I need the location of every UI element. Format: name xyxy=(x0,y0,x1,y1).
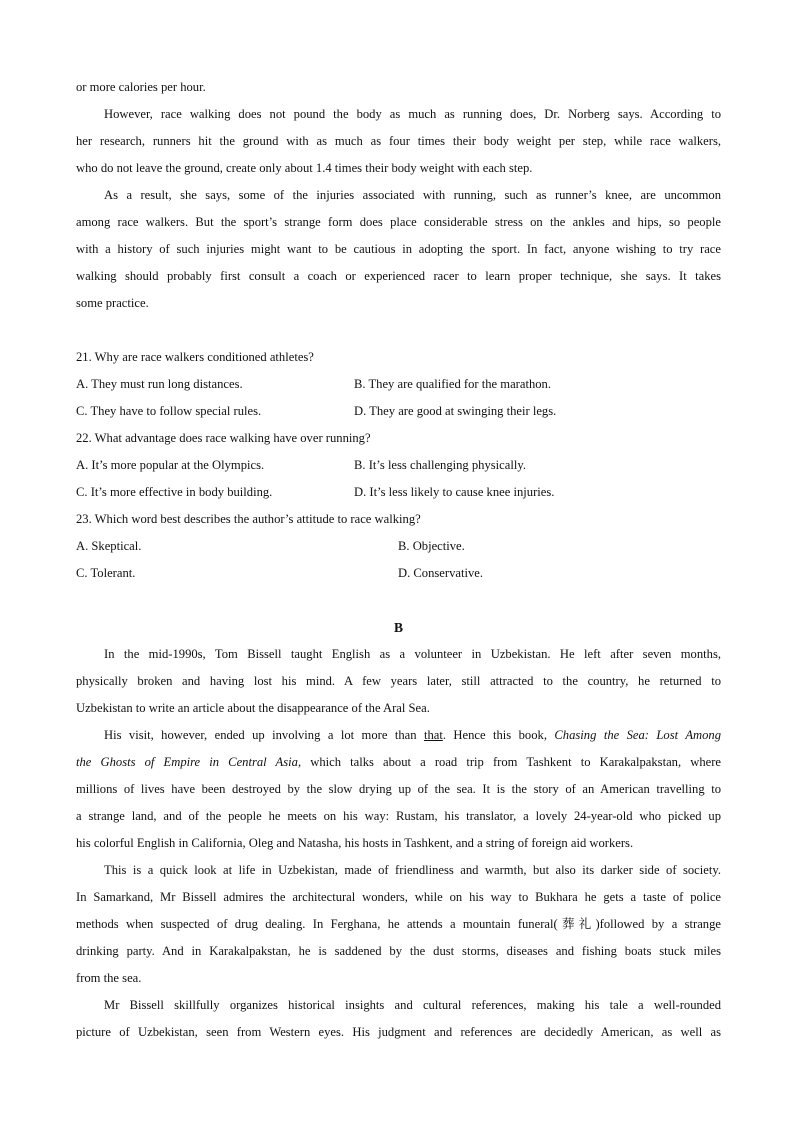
text-line: millions of lives have been destroyed by the slow drying up of the sea. It is the story of an American travelling to xyxy=(76,782,721,796)
option-a: A. It’s more popular at the Olympics. xyxy=(76,458,265,472)
text-line: who do not leave the ground, create only about 1.4 times their body weight with each step. xyxy=(76,161,533,175)
text-line: some practice. xyxy=(76,296,149,310)
option-b: B. Objective. xyxy=(398,539,465,553)
option-a: A. They must run long distances. xyxy=(76,377,243,391)
question-stem: 22. What advantage does race walking have over running? xyxy=(76,431,371,445)
question-22-options-row xyxy=(76,452,721,479)
text-line: a strange land, and of the people he meets on his way: Rustam, his translator, a lovely 24-year-old who picked up xyxy=(76,809,721,823)
text-line: her research, runners hit the ground with as much as four times their body weight per step, while race walkers, xyxy=(76,134,721,148)
option-a: A. Skeptical. xyxy=(76,539,142,553)
text-line: In the mid-1990s, Tom Bissell taught English as a volunteer in Uzbekistan. He left after seven months, xyxy=(104,647,721,661)
text-line: As a result, she says, some of the injuries associated with running, such as runner’s knee, are uncommon xyxy=(104,188,721,202)
text-line: the Ghosts of Empire in Central Asia, which talks about a road trip from Tashkent to Karakalpakstan, where xyxy=(76,755,721,769)
option-b: B. They are qualified for the marathon. xyxy=(354,377,551,391)
question-stem: 21. Why are race walkers conditioned athletes? xyxy=(76,350,314,364)
option-c: C. It’s more effective in body building. xyxy=(76,485,273,499)
option-d: D. Conservative. xyxy=(398,566,483,580)
text-line: picture of Uzbekistan, seen from Western eyes. His judgment and references are decidedly American, as well as xyxy=(76,1025,721,1039)
question-21-stem xyxy=(76,344,721,371)
text-line: or more calories per hour. xyxy=(76,80,206,94)
text-line: In Samarkand, Mr Bissell admires the architectural wonders, while on his way to Bukhara he gets a taste of police xyxy=(76,890,721,904)
text-line: Mr Bissell skillfully organizes historical insights and cultural references, making his tale a well-rounded xyxy=(104,998,721,1012)
text-line: with a history of such injuries might want to be cautious in adopting the sport. In fact, anyone wishing to try race xyxy=(76,242,721,256)
question-21-options-row xyxy=(76,398,721,425)
question-stem: 23. Which word best describes the author’s attitude to race walking? xyxy=(76,512,421,526)
text-line: His visit, however, ended up involving a lot more than that. Hence this book, Chasing the Sea: Lost Among xyxy=(104,728,722,742)
underlined-word: that xyxy=(423,728,443,742)
question-21-options-row xyxy=(76,371,721,398)
question-22-stem xyxy=(76,425,721,452)
option-d: D. They are good at swinging their legs. xyxy=(354,404,557,418)
book-title: the Ghosts of Empire in Central Asia xyxy=(76,755,298,769)
text-line: physically broken and having lost his mind. A few years later, still attracted to the country, he returned to xyxy=(76,674,721,688)
text-line: among race walkers. But the sport’s strange form does place considerable stress on the ankles and hips, so people xyxy=(76,215,721,229)
book-title: Chasing the Sea: Lost Among xyxy=(554,728,722,742)
text-line: methods when suspected of drug dealing. In Ferghana, he attends a mountain funeral(葬礼)followed by a strange xyxy=(76,917,721,931)
text-line: drinking party. And in Karakalpakstan, he is saddened by the dust storms, diseases and fishing boats stuck miles xyxy=(76,944,721,958)
text-line: This is a quick look at life in Uzbekistan, made of friendliness and warmth, but also its darker side of society. xyxy=(104,863,721,877)
option-b: B. It’s less challenging physically. xyxy=(354,458,526,472)
option-c: C. They have to follow special rules. xyxy=(76,404,262,418)
option-c: C. Tolerant. xyxy=(76,566,136,580)
text-line: However, race walking does not pound the body as much as running does, Dr. Norberg says. According to xyxy=(104,107,721,121)
text-line: walking should probably first consult a coach or experienced racer to learn proper technique, she says. It takes xyxy=(76,269,721,283)
text-line: his colorful English in California, Oleg and Natasha, his hosts in Tashkent, and a string of foreign aid workers. xyxy=(76,836,634,850)
option-d: D. It’s less likely to cause knee injuries. xyxy=(354,485,555,499)
text-line: Uzbekistan to write an article about the disappearance of the Aral Sea. xyxy=(76,701,430,715)
question-23-options-row xyxy=(76,560,721,587)
text-line: from the sea. xyxy=(76,971,142,985)
question-23-stem xyxy=(76,506,721,533)
question-22-options-row xyxy=(76,479,721,506)
section-heading: B xyxy=(393,620,403,635)
document-page xyxy=(76,74,721,1046)
question-23-options-row xyxy=(76,533,721,560)
